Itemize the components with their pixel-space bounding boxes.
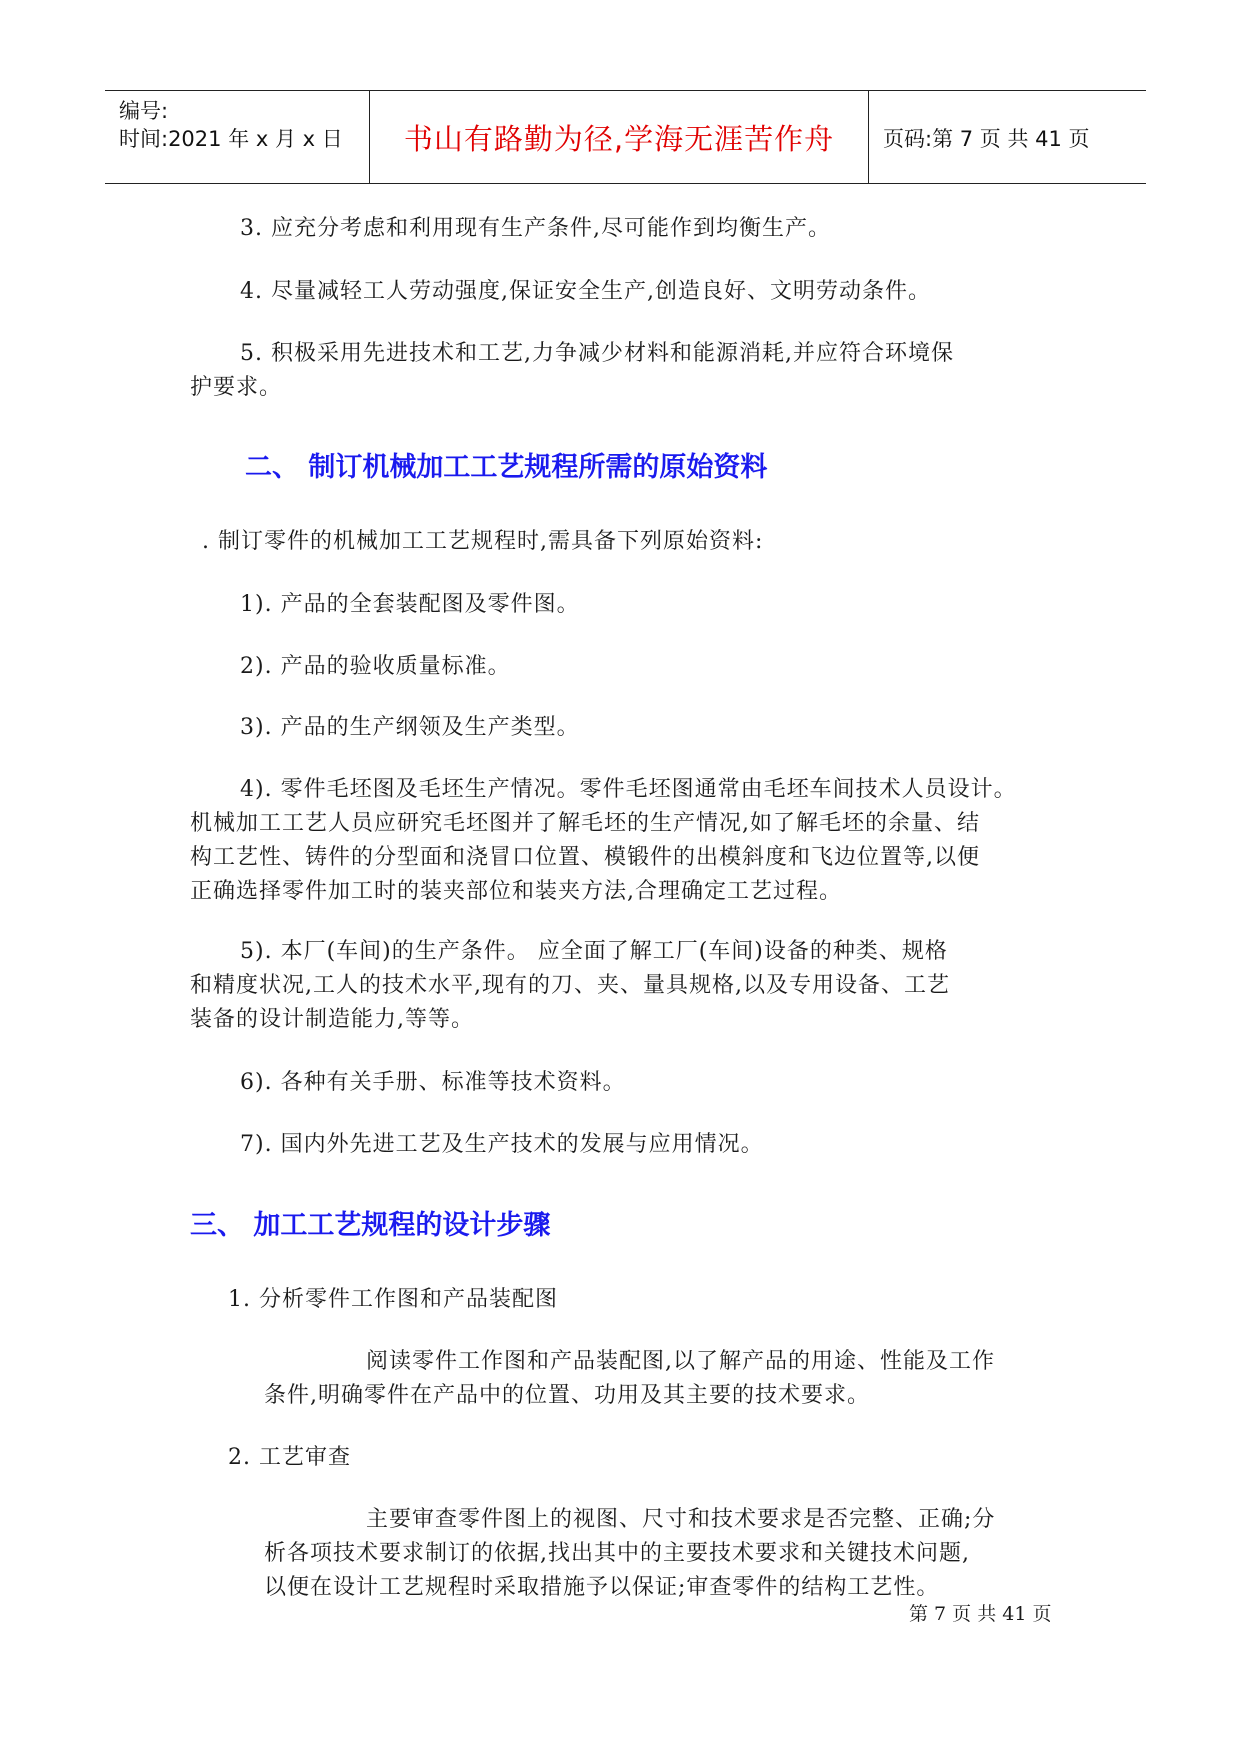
step-1-desc-line-2: 条件,明确零件在产品中的位置、功用及其主要的技术要求。: [264, 1383, 870, 1408]
list-item-5-line-1: 5). 本厂(车间)的生产条件。 应全面了解工厂(车间)设备的种类、规格: [240, 939, 948, 964]
paragraph-5-line-2: 护要求。: [190, 375, 283, 400]
section-heading-2: 二、 制订机械加工工艺规程所需的原始资料: [245, 452, 768, 483]
step-2-desc-line-3: 以便在设计工艺规程时采取措施予以保证;审查零件的结构工艺性。: [264, 1575, 940, 1600]
paragraph-3: 3. 应充分考虑和利用现有生产条件,尽可能作到均衡生产。: [240, 216, 831, 241]
paragraph-4: 4. 尽量减轻工人劳动强度,保证安全生产,创造良好、文明劳动条件。: [240, 279, 931, 304]
page-header: [105, 90, 1146, 184]
step-2-desc-line-2: 析各项技术要求制订的依据,找出其中的主要技术要求和关键技术问题,: [264, 1541, 970, 1566]
step-1-desc-line-1: 阅读零件工作图和产品装配图,以了解产品的用途、性能及工作: [366, 1349, 995, 1374]
list-item-4-line-1: 4). 零件毛坯图及毛坯生产情况。零件毛坯图通常由毛坯车间技术人员设计。: [240, 777, 1017, 802]
paragraph-5-line-1: 5. 积极采用先进技术和工艺,力争减少材料和能源消耗,并应符合环境保: [240, 341, 954, 366]
list-item-1: 1). 产品的全套装配图及零件图。: [240, 592, 580, 617]
header-meta-cell: [105, 91, 369, 183]
list-item-5-line-2: 和精度状况,工人的技术水平,现有的刀、夹、量具规格,以及专用设备、工艺: [190, 973, 950, 998]
list-item-7: 7). 国内外先进工艺及生产技术的发展与应用情况。: [240, 1132, 764, 1157]
page-footer-number: 第 7 页 共 41 页: [909, 1603, 1052, 1625]
list-item-5-line-3: 装备的设计制造能力,等等。: [190, 1007, 474, 1032]
step-1-title: 1. 分析零件工作图和产品装配图: [228, 1287, 558, 1312]
header-page-cell: [869, 91, 1146, 183]
list-item-3: 3). 产品的生产纲领及生产类型。: [240, 715, 580, 740]
list-item-2: 2). 产品的验收质量标准。: [240, 654, 511, 679]
intro-paragraph: . 制订零件的机械加工工艺规程时,需具备下列原始资料:: [202, 529, 764, 554]
step-2-title: 2. 工艺审查: [228, 1445, 351, 1470]
section-heading-3: 三、 加工工艺规程的设计步骤: [190, 1210, 551, 1241]
time-label: 时间:2021 年 x 月 x 日: [119, 127, 343, 151]
list-item-4-line-4: 正确选择零件加工时的装夹部位和装夹方法,合理确定工艺过程。: [190, 879, 842, 904]
header-motto: 书山有路勤为径,学海无涯苦作舟: [403, 122, 835, 156]
step-2-desc-line-1: 主要审查零件图上的视图、尺寸和技术要求是否完整、正确;分: [366, 1507, 996, 1532]
list-item-4-line-2: 机械加工工艺人员应研究毛坯图并了解毛坯的生产情况,如了解毛坯的余量、结: [190, 811, 980, 836]
header-motto-cell: [369, 91, 869, 183]
serial-label: 编号:: [119, 99, 169, 123]
list-item-4-line-3: 构工艺性、铸件的分型面和浇冒口位置、模锻件的出模斜度和飞边位置等,以便: [190, 845, 980, 870]
header-page-info: 页码:第 7 页 共 41 页: [883, 127, 1090, 151]
list-item-6: 6). 各种有关手册、标准等技术资料。: [240, 1070, 626, 1095]
